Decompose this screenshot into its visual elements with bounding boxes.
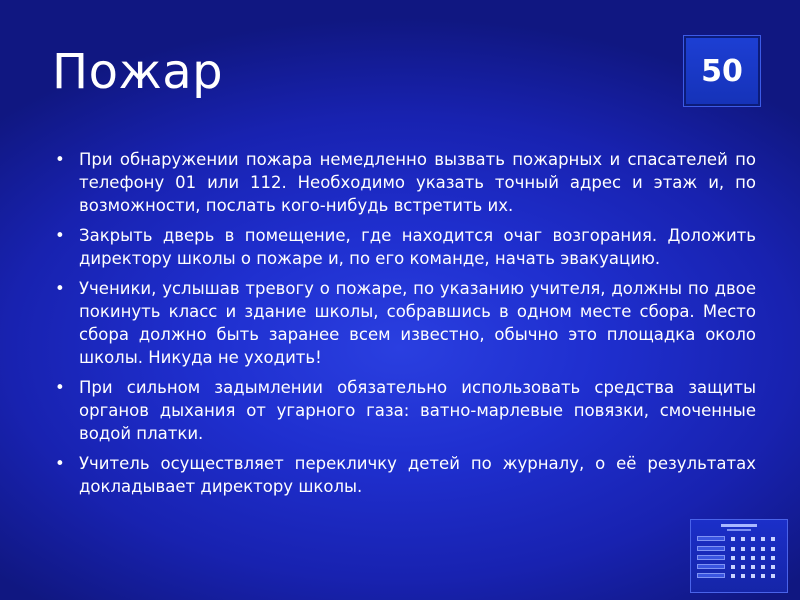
bullet-text: При сильном задымлении обязательно использовать средства защиты органов дыхания от угарного газа: ватно-марлевые повязки, смоченные водой платки. xyxy=(79,378,756,443)
thumbnail-subtitle-bar xyxy=(727,529,751,531)
thumbnail-score-cell xyxy=(731,556,735,560)
thumbnail-score-cell xyxy=(731,565,735,569)
thumbnail-row xyxy=(697,573,783,579)
thumbnail-title-bar xyxy=(721,524,757,527)
thumbnail-score-cell xyxy=(741,537,745,541)
slide-title: Пожар xyxy=(52,44,224,100)
thumbnail-row xyxy=(697,555,783,561)
bullet-text: Ученики, услышав тревогу о пожаре, по указанию учителя, должны по двое покинуть класс и здание школы, собравшись в одном месте сбора. Место сбора должно быть заранее всем известно, обычно это площадка около школы. Никуда не уходить! xyxy=(79,279,756,367)
slide-content xyxy=(52,148,756,505)
thumbnail-score-cell xyxy=(761,574,765,578)
bullet-item xyxy=(52,452,756,498)
bullet-marker: • xyxy=(55,226,65,245)
thumbnail-score-cell xyxy=(731,547,735,551)
thumbnail-score-cell xyxy=(751,547,755,551)
thumbnail-score-cell xyxy=(741,565,745,569)
bullet-marker: • xyxy=(55,454,65,473)
thumbnail-score-cell xyxy=(761,547,765,551)
bullet-list xyxy=(52,148,756,498)
score-value: 50 xyxy=(701,53,743,89)
thumbnail-row xyxy=(697,546,783,552)
thumbnail-category-cell xyxy=(697,555,725,560)
thumbnail-score-cell xyxy=(731,574,735,578)
thumbnail-category-cell xyxy=(697,564,725,569)
thumbnail-category-cell xyxy=(697,573,725,578)
bullet-item xyxy=(52,376,756,445)
thumbnail-score-cell xyxy=(761,537,765,541)
score-badge xyxy=(684,36,760,106)
thumbnail-score-cell xyxy=(741,556,745,560)
thumbnail-score-cell xyxy=(741,574,745,578)
thumbnail-score-cell xyxy=(761,565,765,569)
thumbnail-category-cell xyxy=(697,546,725,551)
thumbnail-score-cell xyxy=(751,574,755,578)
thumbnail-score-cell xyxy=(771,574,775,578)
thumbnail-score-cell xyxy=(731,537,735,541)
thumbnail-score-cell xyxy=(751,537,755,541)
thumbnail-score-cell xyxy=(751,556,755,560)
bullet-item xyxy=(52,224,756,270)
thumbnail-score-cell xyxy=(761,556,765,560)
thumbnail-score-cell xyxy=(771,556,775,560)
bullet-marker: • xyxy=(55,378,65,397)
game-board-thumbnail-icon[interactable] xyxy=(690,519,788,593)
thumbnail-score-cell xyxy=(741,547,745,551)
bullet-item xyxy=(52,277,756,369)
bullet-text: Учитель осуществляет перекличку детей по журналу, о её результатах докладывает директору школы. xyxy=(79,454,756,496)
thumbnail-row xyxy=(697,564,783,570)
thumbnail-category-cell xyxy=(697,536,725,541)
bullet-text: Закрыть дверь в помещение, где находится очаг возгорания. Доложить директору школы о пожаре и, по его команде, начать эвакуацию. xyxy=(79,226,756,268)
bullet-marker: • xyxy=(55,150,65,169)
thumbnail-score-cell xyxy=(771,537,775,541)
bullet-text: При обнаружении пожара немедленно вызвать пожарных и спасателей по телефону 01 или 112. Необходимо указать точный адрес и этаж и, по возможности, послать кого-нибудь встретить их. xyxy=(79,150,756,215)
thumbnail-score-cell xyxy=(771,547,775,551)
bullet-item xyxy=(52,148,756,217)
bullet-marker: • xyxy=(55,279,65,298)
thumbnail-score-cell xyxy=(751,565,755,569)
thumbnail-score-cell xyxy=(771,565,775,569)
thumbnail-row xyxy=(697,536,783,542)
